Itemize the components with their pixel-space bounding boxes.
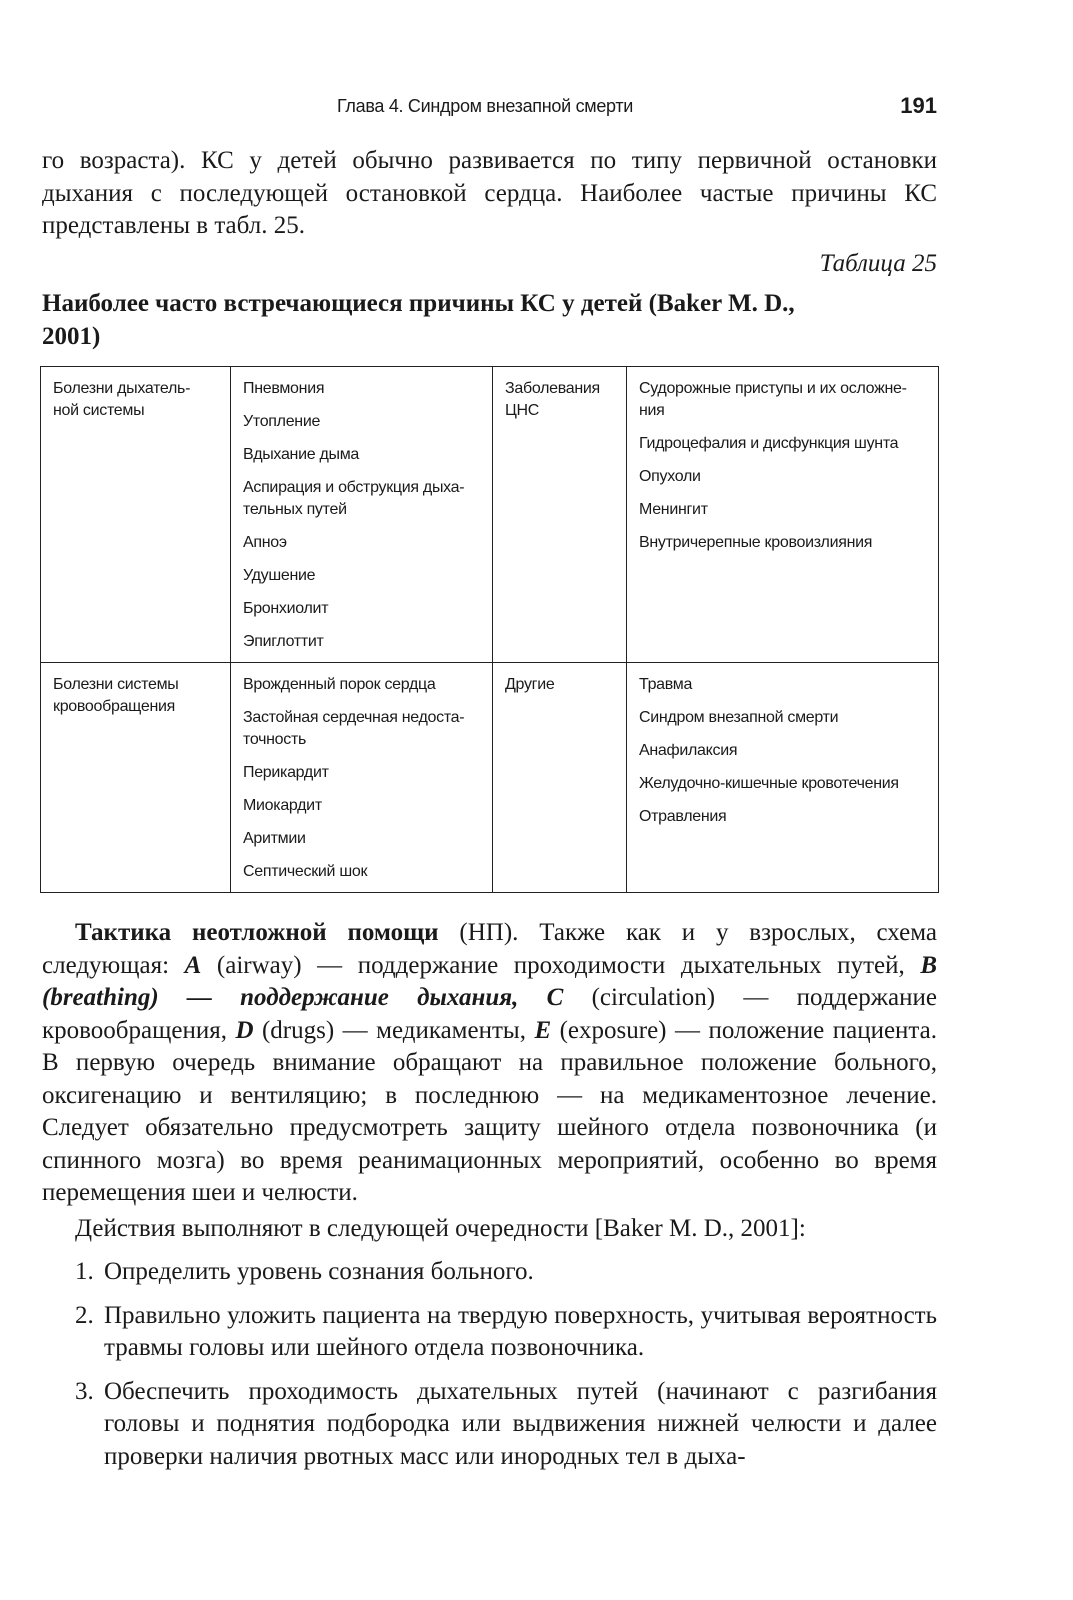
- cause-item: Желудочно-кишечные кровотечения: [639, 775, 899, 792]
- tactics-text: (drugs) — медикаменты,: [253, 1016, 535, 1044]
- running-header: [42, 93, 937, 122]
- category-cell: [41, 367, 231, 663]
- letter-e: E: [534, 1016, 552, 1044]
- cause-item: Опухоли: [639, 468, 701, 485]
- tactics-text: (circulation) — поддержание кровообращения,: [42, 984, 938, 1044]
- table-label: Таблица 25: [819, 250, 937, 277]
- step-text: Обеспечить проходимость дыхательных путей (начинают с разгибания головы и поднятия подбородка или выдвижения нижней челюсти и далее проверки наличия рвотных масс или инородных тел в дыха-: [104, 1377, 937, 1470]
- cause-item: Менингит: [639, 501, 708, 518]
- page-number: 191: [900, 93, 937, 118]
- list-item: [42, 1376, 937, 1474]
- step-number: 2.: [75, 1301, 94, 1329]
- step-number: 1.: [75, 1258, 94, 1285]
- cause-item: Утопление: [243, 413, 321, 430]
- cause-item: Анафилаксия: [639, 742, 738, 759]
- category-label: Заболевания ЦНС: [505, 380, 600, 419]
- causes-cell: [627, 663, 939, 893]
- category-label: Другие: [505, 676, 555, 693]
- causes-cell: [231, 663, 493, 893]
- table-row: [41, 367, 939, 663]
- letter-a: A: [184, 951, 202, 979]
- tactics-heading: Тактика неотложной помощи: [75, 919, 439, 946]
- cause-item: Гидроцефалия и дисфункция шунта: [639, 435, 899, 452]
- list-item: [42, 1300, 937, 1365]
- breathing-emphasis: B (breathing) — поддержание дыхания,: [42, 951, 937, 1011]
- actions-intro: Действия выполняют в следующей очередности [Baker M. D., 2001]:: [75, 1215, 806, 1242]
- tactics-text: (НП). Также как и у взрослых, схема следующая:: [42, 919, 937, 979]
- cause-item: Септический шок: [243, 863, 368, 880]
- steps-list: [42, 1256, 937, 1484]
- tactics-paragraph: [42, 917, 937, 1210]
- cause-item: Бронхиолит: [243, 600, 329, 617]
- tactics-text: (exposure) — положение пациента. В первую очередь внимание обращают на правильное положение больного, оксигенацию и вентиляцию; в последнюю — на медикаментозное лечение. Следует обязательно предусмотреть защиту шейного отдела позвоночника (и спинного мозга) во время реанимационных мероприятий, особенно во время перемещения шеи и челюсти.: [42, 1016, 938, 1206]
- chapter-title: Глава 4. Синдром внезапной смерти: [337, 96, 634, 116]
- step-text: Правильно уложить пациента на твердую поверхность, учитывая вероятность травмы головы или шейного отдела позвоночника.: [104, 1301, 937, 1361]
- cause-item: Врожденный порок сердца: [243, 676, 436, 693]
- cause-item: Апноэ: [243, 534, 287, 551]
- cause-item: Аспирация и обструкция дыха-тельных путей: [243, 479, 465, 518]
- cause-item: Пневмония: [243, 380, 325, 397]
- cause-item: Удушение: [243, 567, 316, 584]
- cause-item: Миокардит: [243, 797, 322, 814]
- step-text: Определить уровень сознания больного.: [104, 1258, 534, 1285]
- letter-c: C: [518, 984, 564, 1011]
- cause-item: Вдыхание дыма: [243, 446, 359, 463]
- letter-d: D: [235, 1016, 254, 1044]
- intro-paragraph: го возраста). КС у детей обычно развивается по типу первичной остановки дыхания с последующей остановкой сердца. Наиболее частые причины КС представлены в табл. 25.: [42, 147, 937, 239]
- table-caption: Наиболее часто встречающиеся причины КС у детей (Baker M. D., 2001): [42, 290, 795, 350]
- cause-item: Перикардит: [243, 764, 329, 781]
- category-label: Болезни системы кровообращения: [53, 676, 179, 715]
- causes-cell: [231, 367, 493, 663]
- category-cell: [41, 663, 231, 893]
- list-item: [42, 1256, 937, 1289]
- cause-item: Застойная сердечная недоста-точность: [243, 709, 465, 748]
- table-row: [41, 663, 939, 893]
- cause-item: Отравления: [639, 808, 727, 825]
- cause-item: Синдром внезапной смерти: [639, 709, 839, 726]
- cause-item: Эпиглоттит: [243, 633, 324, 650]
- cause-item: Аритмии: [243, 830, 306, 847]
- step-number: 3.: [75, 1377, 94, 1405]
- cause-item: Внутричерепные кровоизлияния: [639, 534, 873, 551]
- tactics-text: (airway) — поддержание проходимости дыхательных путей,: [201, 951, 921, 979]
- causes-cell: [627, 367, 939, 663]
- category-cell: [493, 367, 627, 663]
- category-label: Болезни дыхатель- ной системы: [53, 380, 191, 419]
- cause-item: Травма: [639, 676, 693, 693]
- causes-table: [40, 366, 939, 893]
- category-cell: [493, 663, 627, 893]
- cause-item: Судорожные приступы и их осложне-ния: [639, 380, 907, 419]
